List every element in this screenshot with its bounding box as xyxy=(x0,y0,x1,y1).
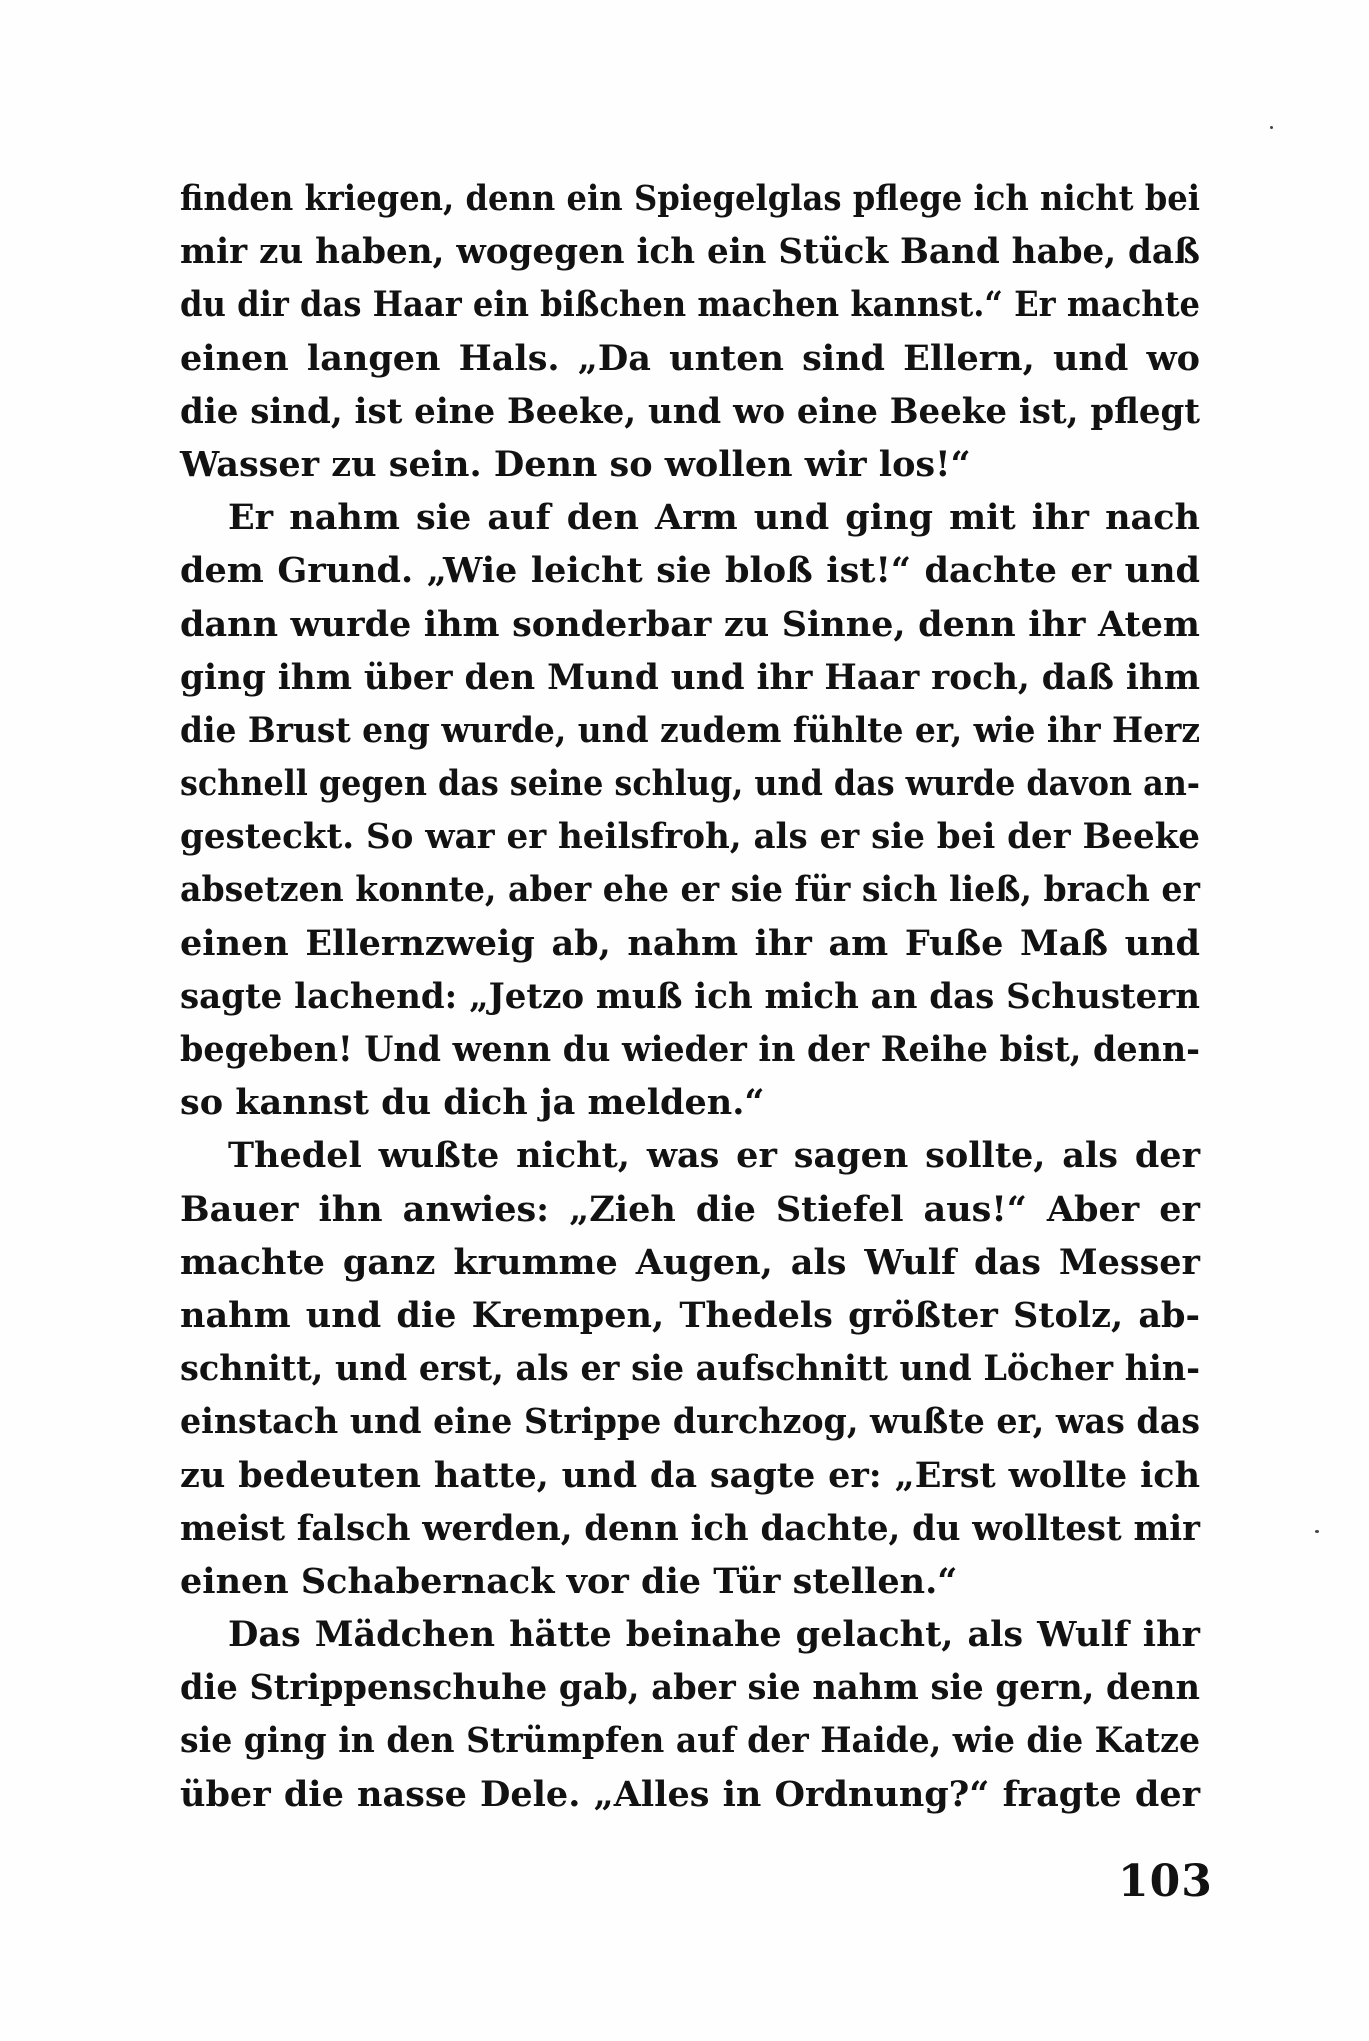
text-line: einen langen Hals. „Da unten sind Ellern, und wo xyxy=(180,337,1200,379)
scan-speck xyxy=(1270,126,1273,129)
text-line: die sind, ist eine Beeke, und wo eine Beeke ist, pflegt xyxy=(180,390,1201,432)
text-line: meist falsch werden, denn ich dachte, du wolltest mir xyxy=(180,1507,1201,1549)
text-line: ging ihm über den Mund und ihr Haar roch, daß ihm xyxy=(180,656,1201,698)
text-line: schnitt, und erst, als er sie aufschnitt und Löcher hin- xyxy=(180,1348,1201,1390)
text-line: du dir das Haar ein bißchen machen kannst.“ Er machte xyxy=(180,284,1201,326)
text-line: so kannst du dich ja melden.“ xyxy=(180,1082,765,1124)
text-line: gesteckt. So war er heilsfroh, als er sie bei der Beeke xyxy=(180,816,1200,858)
text-line: machte ganz krumme Augen, als Wulf das Messer xyxy=(180,1241,1201,1283)
text-line: über die nasse Dele. „Alles in Ordnung?“ fragte der xyxy=(180,1773,1201,1815)
text-line: Bauer ihn anwies: „Zieh die Stiefel aus!“ Aber er xyxy=(180,1188,1200,1230)
text-line: einstach und eine Strippe durchzog, wußte er, was das xyxy=(180,1401,1201,1443)
body-text xyxy=(180,172,1200,1821)
text-line: sagte lachend: „Jetzo muß ich mich an das Schustern xyxy=(180,975,1200,1017)
text-line: Wasser zu sein. Denn so wollen wir los!“ xyxy=(180,443,971,485)
text-line: finden kriegen, denn ein Spiegelglas pflege ich nicht bei xyxy=(180,178,1201,219)
page-number: 103 xyxy=(1118,1856,1213,1907)
text-line: nahm und die Krempen, Thedels größter Stolz, ab- xyxy=(180,1294,1201,1336)
text-line: einen Ellernzweig ab, nahm ihr am Fuße Maß und xyxy=(180,922,1201,964)
text-line: begeben! Und wenn du wieder in der Reihe bist, denn- xyxy=(180,1029,1200,1070)
text-line: dann wurde ihm sonderbar zu Sinne, denn ihr Atem xyxy=(180,603,1200,645)
text-line: einen Schabernack vor die Tür stellen.“ xyxy=(180,1560,958,1602)
text-line: schnell gegen das seine schlug, und das wurde davon an- xyxy=(180,763,1201,805)
text-line: mir zu haben, wogegen ich ein Stück Band habe, daß xyxy=(180,231,1200,273)
text-line: zu bedeuten hatte, und da sagte er: „Erst wollte ich xyxy=(180,1454,1201,1496)
paragraph-start-line: Er nahm sie auf den Arm und ging mit ihr nach xyxy=(228,497,1200,539)
text-line: dem Grund. „Wie leicht sie bloß ist!“ dachte er und xyxy=(180,550,1201,592)
paragraph-start-line: Thedel wußte nicht, was er sagen sollte, als der xyxy=(228,1135,1201,1177)
text-line: die Brust eng wurde, und zudem fühlte er, wie ihr Herz xyxy=(180,709,1201,751)
text-line: absetzen konnte, aber ehe er sie für sich ließ, brach er xyxy=(180,869,1200,911)
text-line: sie ging in den Strümpfen auf der Haide, wie die Katze xyxy=(180,1720,1201,1762)
paragraph-start-line: Das Mädchen hätte beinahe gelacht, als Wulf ihr xyxy=(228,1614,1200,1656)
scan-speck xyxy=(1315,1530,1319,1533)
text-line: die Strippenschuhe gab, aber sie nahm sie gern, denn xyxy=(180,1667,1200,1709)
